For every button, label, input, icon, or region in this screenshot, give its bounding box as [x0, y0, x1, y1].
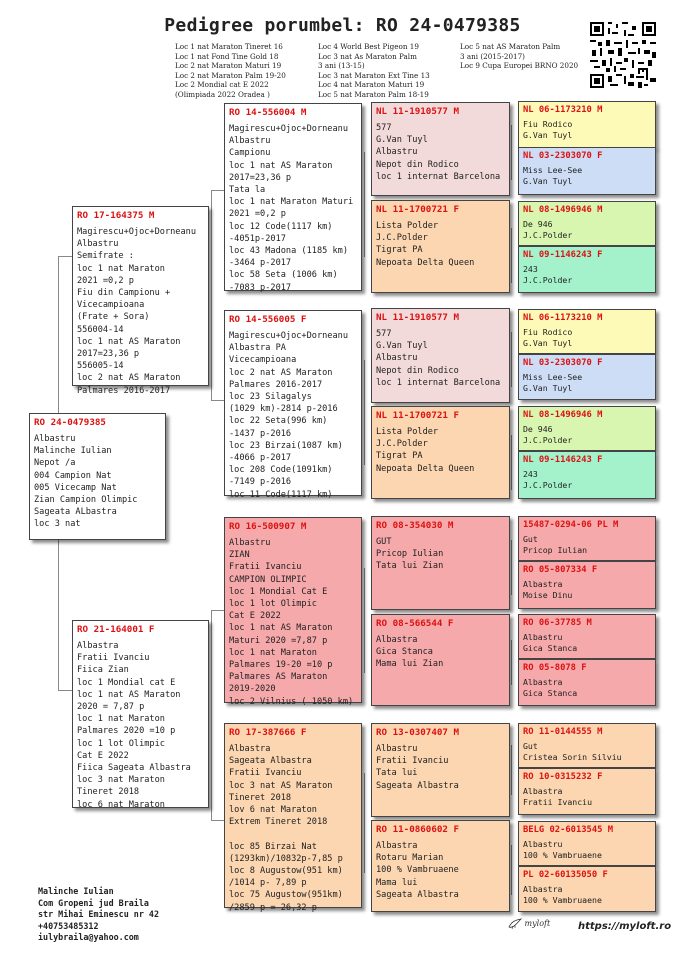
pigeon-info-line: Albastru — [77, 239, 119, 250]
pigeon-info-line: loc 58 Seta (1006 km) — [229, 270, 338, 281]
pigeon-info-line: Gica Stanca — [376, 647, 433, 658]
ring-id: NL 03-2303070 F — [523, 358, 603, 368]
text-line: Loc 2 nat Maraton Palm 19-20 — [175, 70, 286, 80]
pigeon-info-line: loc 23 Birzai(1087 km) — [229, 440, 343, 451]
ring-id: NL 03-2303070 F — [523, 151, 603, 161]
pigeon-info-line: Albastru — [376, 744, 418, 754]
pigeon-info-line: Fiu Rodico — [523, 119, 573, 129]
text-line: Loc 3 nat Maraton Ext Tine 13 — [318, 70, 430, 80]
pigeon-info-line: 556004-14 — [77, 324, 124, 335]
pigeon-info-line: (1293km)/10832p-7,85 p — [229, 853, 343, 864]
pigeon-info-line: J.C.Polder — [523, 230, 573, 241]
ring-id: 15487-0294-06 PL M — [523, 520, 619, 530]
ring-id: NL 08-1496946 M — [523, 205, 603, 215]
connector-line — [211, 820, 225, 821]
connector-line — [211, 400, 225, 401]
pigeon-info-line: Nepot din Rodico — [376, 159, 459, 170]
ring-id: NL 11-1700721 F — [376, 204, 459, 215]
pigeon-info-line: 2019-2020 — [229, 684, 276, 695]
pigeon-info-line: Albastra — [229, 744, 271, 754]
connector-line — [58, 256, 59, 414]
pigeon-info-line: Magirescu+Ojoc+Dorneanu — [229, 331, 348, 341]
pigeon-info-line: loc 1 nat Maraton — [77, 714, 165, 725]
pigeon-info-line: loc 1 internat Barcelona — [376, 377, 501, 388]
ring-id: RO 05-8078 F — [523, 663, 587, 673]
pigeon-info-line: G.Van Tuyl — [523, 130, 573, 141]
pigeon-info-line: Cristea Sorin Silviu — [523, 752, 622, 763]
pigeon-info-line: Tineret 2018 — [77, 787, 140, 798]
pigeon-info-line: Tigrat PA — [376, 451, 423, 462]
pigeon-info-line: loc 8 Augustow(951 km) — [229, 866, 343, 877]
connector-line — [511, 845, 512, 895]
pigeon-info-line: Fratii Ivanciu — [77, 653, 150, 664]
pigeon-info-line: G.Van Tuyl — [523, 338, 573, 349]
pigeon-info-line: 2021 =0,2 p — [229, 209, 286, 220]
pigeon-info-line: loc 2 Vilnius ( 1050 km) — [229, 696, 354, 707]
text-line: str Mihai Eminescu nr 42 — [38, 909, 160, 920]
pigeon-info-line: -7083 p-2017 — [229, 282, 292, 293]
ring-id: RO 21-164001 F — [77, 624, 155, 635]
pigeon-info-line: Tata lui Zian — [376, 561, 444, 572]
ring-id: RO 08-566544 F — [376, 618, 454, 629]
pigeon-info-line: Fiica Zian — [77, 665, 129, 676]
pigeon-info-line: Albastru — [376, 353, 418, 364]
ring-id: RO 08-354030 M — [376, 520, 454, 531]
connector-line — [58, 540, 59, 690]
pigeon-info-line: Nepot /a — [34, 458, 76, 469]
pigeon-info-line: -3464 p-2017 — [229, 258, 292, 269]
pigeon-info-line: Magirescu+Ojoc+Dorneanu — [77, 227, 196, 237]
pigeon-info-line: Sageata Albastra — [376, 780, 459, 791]
subject-pigeon-box — [29, 413, 166, 540]
great-grandparent-box-9 — [518, 516, 656, 561]
great-grandparent-box-16 — [518, 866, 656, 912]
ring-id: RO 17-164375 M — [77, 210, 155, 221]
pigeon-info-line: 243 — [523, 264, 538, 274]
pigeon-info-line: Magirescu+Ojoc+Dorneanu — [229, 124, 348, 134]
ring-id: PL 02-60135050 F — [523, 870, 608, 880]
connector-line — [511, 125, 512, 180]
ring-id: RO 13-0307407 M — [376, 727, 459, 738]
pigeon-info-line: Tineret 2018 — [229, 792, 292, 803]
pigeon-info-line: Albastru — [34, 434, 76, 444]
connector-line — [211, 190, 212, 400]
connector-line — [511, 745, 512, 795]
pigeon-info-line: Gut — [523, 534, 538, 544]
pigeon-info-line: J.C.Polder — [523, 435, 573, 446]
text-line: Malinche Iulian — [38, 886, 114, 896]
pigeon-info-line: Fratii Ivanciu — [229, 768, 302, 779]
pigeon-info-line: Tata la — [229, 185, 266, 196]
pigeon-info-line: Maturi 2020 =7,87 p — [229, 635, 328, 646]
text-line: +40753485312 — [38, 920, 99, 931]
sire-box — [72, 206, 209, 396]
pigeon-info-line: Palmares AS Maraton — [229, 672, 328, 683]
pigeon-info-line: loc 1 internat Barcelona — [376, 171, 501, 182]
pigeon-info-line: Palmares 2016-2017 — [229, 379, 323, 390]
connector-line — [211, 190, 225, 191]
pigeon-info-line: Vicecampioana — [77, 300, 145, 311]
pigeon-info-line: loc 1 nat AS Maraton — [77, 689, 181, 700]
pigeon-info-line: Cat E 2022 — [229, 611, 281, 622]
sire-dam-sire-box — [371, 308, 510, 403]
pigeon-info-line: Campionu — [229, 148, 271, 159]
pigeon-info-line: Fiica Sageata Albastra — [77, 763, 191, 774]
ring-id: NL 09-1146243 F — [523, 250, 603, 260]
pigeon-info-line: Lista Polder — [376, 221, 439, 231]
pigeon-info-line: Albastru — [376, 147, 418, 158]
great-grandparent-box-3 — [518, 201, 656, 246]
dam-dam-sire-box — [371, 723, 510, 817]
great-grandparent-box-5 — [518, 309, 656, 354]
text-line: 3 ani (13-15) — [318, 61, 365, 71]
pigeon-info-line: 243 — [523, 469, 538, 479]
great-grandparent-box-6 — [518, 354, 656, 400]
text-line: Loc 5 nat AS Maraton Palm — [460, 42, 561, 51]
great-grandparent-box-11 — [518, 614, 656, 659]
pigeon-info-line: loc 23 Silagalys — [229, 392, 312, 403]
text-line: Loc 2 Mondial cat E 2022 — [175, 80, 269, 90]
text-line: iulybraila@yahoo.com — [38, 932, 139, 943]
dam-sire-box — [224, 517, 362, 707]
text-line: Loc 4 nat Maraton Maturi 19 — [318, 80, 425, 90]
pigeon-info-line — [229, 828, 357, 840]
ring-id: RO 10-0315232 F — [523, 772, 603, 782]
great-grandparent-box-8 — [518, 451, 656, 499]
pigeon-info-line: loc 2 nat AS Maraton — [77, 373, 181, 384]
great-grandparent-box-1 — [518, 101, 656, 148]
sire-dam-box — [224, 310, 362, 500]
pigeon-info-line: loc 1 nat AS Maraton — [229, 623, 333, 634]
pigeon-info-line: Gut — [523, 741, 538, 751]
pigeon-info-line: 100 % Vambruaene — [376, 865, 459, 876]
pigeon-info-line: Malinche Iulian — [34, 446, 112, 457]
pigeon-info-line: Albastra — [523, 579, 563, 589]
pigeon-info-line: Fiu Rodico — [523, 327, 573, 337]
pigeon-info-line: -1437 p-2016 — [229, 428, 292, 439]
qr-code-icon — [590, 22, 656, 88]
pigeon-info-line: Albastra — [376, 841, 418, 851]
pigeon-info-line: Vicecampioana — [229, 355, 297, 366]
pigeon-info-line: 004 Campion Nat — [34, 470, 112, 481]
sire-dam-dam-box — [371, 406, 510, 499]
connector-line — [511, 640, 512, 685]
ring-id: NL 11-1700721 F — [376, 410, 459, 421]
pigeon-info-line: loc 6 nat Maraton — [77, 799, 165, 810]
pigeon-info-line: Palmares 2020 =10 p — [77, 726, 176, 737]
pigeon-info-line: Nepoata Delta Queen — [376, 257, 475, 268]
pigeon-info-line: 005 Vicecamp Nat — [34, 482, 117, 493]
connector-line — [211, 610, 225, 611]
pigeon-info-line: Palmares 19-20 =10 p — [229, 660, 333, 671]
pigeon-info-line: De 946 — [523, 219, 553, 229]
pigeon-info-line: Semifrate : — [77, 251, 134, 262]
pigeon-info-line: GUT — [376, 537, 392, 547]
connector-line — [211, 610, 212, 820]
pigeon-info-line: loc 1 lot Olimpic — [77, 738, 165, 749]
achievements-col-3 — [460, 42, 578, 71]
achievements-col-2 — [318, 42, 430, 100]
pigeon-info-line: Zian Campion Olimpic — [34, 495, 138, 506]
pigeon-info-line: Fratii Ivanciu — [523, 797, 593, 808]
pigeon-info-line: Albastra PA — [229, 343, 286, 354]
pigeon-info-line: J.C.Polder — [376, 233, 428, 244]
sire-sire-box — [224, 103, 362, 291]
text-line: 3 ani (2015-2017) — [460, 51, 525, 61]
pigeon-info-line: loc 1 nat Maraton — [229, 647, 317, 658]
pigeon-info-line: 100 % Vambruaene — [523, 850, 602, 861]
pigeon-info-line: CAMPION OLIMPIC — [229, 574, 307, 585]
pigeon-info-line: Tata lui — [376, 768, 418, 779]
pigeon-info-line: Nepot din Rodico — [376, 365, 459, 376]
ring-id: RO 24-0479385 — [34, 417, 106, 428]
pigeon-info-line: Miss Lee-See — [523, 372, 583, 382]
pigeon-info-line: Gica Stanca — [523, 643, 578, 654]
pigeon-info-line: loc 3 nat Maraton — [77, 775, 165, 786]
connector-line — [364, 568, 365, 673]
text-line: Loc 1 nat Maraton Tineret 16 — [175, 42, 283, 51]
pigeon-info-line: G.Van Tuyl — [376, 341, 428, 352]
pigeon-info-line: Miss Lee-See — [523, 165, 583, 175]
pigeon-info-line: Albastra — [523, 786, 563, 796]
pigeon-info-line: -7149 p-2016 — [229, 477, 292, 488]
pigeon-info-line: 577 — [376, 123, 392, 133]
connector-line — [511, 435, 512, 490]
page-title: Pedigree porumbel: RO 24-0479385 — [164, 15, 521, 36]
ring-id: RO 11-0144555 M — [523, 727, 603, 737]
pigeon-info-line: lov 6 nat Maraton — [229, 805, 317, 816]
text-line: Loc 2 nat Maraton Maturi 19 — [175, 61, 282, 71]
sire-sire-sire-box — [371, 102, 510, 196]
pigeon-info-line: Fratii Ivanciu — [376, 756, 449, 767]
dam-dam-dam-box — [371, 820, 510, 912]
sire-sire-dam-box — [371, 200, 510, 293]
ring-id: NL 06-1173210 M — [523, 105, 603, 115]
great-grandparent-box-4 — [518, 246, 656, 293]
pigeon-info-line: Moise Dinu — [523, 590, 573, 601]
pigeon-info-line: loc 208 Code(1091km) — [229, 465, 333, 476]
great-grandparent-box-13 — [518, 723, 656, 768]
pigeon-info-line: loc 1 nat AS Maraton — [229, 160, 333, 171]
pigeon-info-line: (1029 km)-2814 p-2016 — [229, 404, 338, 415]
pigeon-info-line: Sageata ALbastra — [34, 507, 117, 518]
pigeon-info-line: loc 2 nat AS Maraton — [229, 367, 333, 378]
text-line: Loc 5 nat Maraton Palm 18-19 — [318, 89, 429, 99]
great-grandparent-box-15 — [518, 821, 656, 866]
pigeon-info-line: 2017=23,36 p — [229, 172, 292, 183]
pigeon-info-line: loc 1 Mondial cat E — [77, 677, 176, 688]
pigeon-info-line: loc 11 Code(1117 km) — [229, 489, 333, 500]
pigeon-info-line: loc 43 Madona (1185 km) — [229, 246, 348, 257]
pigeon-info-line: 577 — [376, 329, 392, 339]
text-line: Loc 4 World Best Pigeon 19 — [318, 42, 419, 51]
pigeon-info-line: -4051p-2017 — [229, 233, 286, 244]
pigeon-info-line: loc 12 Code(1117 km) — [229, 221, 333, 232]
pigeon-info-line: loc 3 nat — [34, 519, 81, 530]
great-grandparent-box-14 — [518, 768, 656, 815]
pigeon-info-line: loc 22 Seta(996 km) — [229, 416, 328, 427]
pigeon-info-line: J.C.Polder — [376, 439, 428, 450]
pigeon-info-line: Extrem Tineret 2018 — [229, 817, 328, 828]
connector-line — [511, 332, 512, 387]
logo-text: myloft — [524, 919, 551, 928]
text-line: Loc 9 Cupa Europei BRNO 2020 — [460, 61, 579, 71]
ring-id: RO 14-556005 F — [229, 314, 307, 325]
dam-sire-sire-box — [371, 516, 510, 610]
great-grandparent-box-10 — [518, 561, 656, 609]
pigeon-info-line: 2020 = 7,87 p — [77, 702, 145, 713]
ring-id: NL 11-1910577 M — [376, 312, 459, 323]
ring-id: RO 14-556004 M — [229, 107, 307, 118]
ring-id: NL 06-1173210 M — [523, 313, 603, 323]
connector-line — [511, 540, 512, 595]
text-line: Loc 1 nat Fond Tine Gold 18 — [175, 51, 279, 61]
text-line: Loc 3 nat As Maraton Palm — [318, 51, 417, 61]
pigeon-info-line: Mama lui — [376, 877, 418, 888]
connector-line — [364, 360, 365, 465]
ring-id: NL 11-1910577 M — [376, 106, 459, 117]
pigeon-info-line: loc 1 nat AS Maraton — [77, 336, 181, 347]
connector-line — [58, 256, 73, 257]
text-line: Com Gropeni jud Braila — [38, 897, 149, 908]
ring-id: NL 08-1496946 M — [523, 410, 603, 420]
text-line: (Olimpiada 2022 Oradea ) — [175, 89, 270, 99]
pigeon-info-line: Albastru — [229, 136, 271, 147]
pigeon-info-line: loc 1 Mondial Cat E — [229, 586, 328, 597]
ring-id: NL 09-1146243 F — [523, 455, 603, 465]
pigeon-info-line: Fratii Ivanciu — [229, 562, 302, 573]
pigeon-info-line: Palmares 2016-2017 — [77, 385, 171, 396]
pigeon-info-line: G.Van Tuyl — [523, 176, 573, 187]
myloft-logo — [508, 918, 550, 930]
pigeon-info-line: Sageata Albastra — [376, 889, 459, 900]
pigeon-info-line: 2021 =0,2 p — [77, 275, 134, 286]
great-grandparent-box-7 — [518, 406, 656, 451]
pigeon-info-line: /2859 p = 26,32 p — [229, 902, 317, 913]
pigeon-info-line: Nepoata Delta Queen — [376, 463, 475, 474]
pigeon-info-line: 2017=23,36 p — [77, 349, 140, 360]
pigeon-info-line: Pricop Iulian — [523, 545, 588, 556]
dam-dam-box — [224, 723, 362, 913]
pigeon-info-line: Albastra — [523, 677, 563, 687]
pigeon-info-line: G.Van Tuyl — [376, 135, 428, 146]
pigeon-info-line: Albastru — [523, 839, 563, 849]
pigeon-info-line: G.Van Tuyl — [523, 383, 573, 394]
pigeon-info-line: J.C.Polder — [523, 480, 573, 491]
ring-id: RO 17-387666 F — [229, 727, 307, 738]
website-link[interactable]: https://myloft.ro — [578, 921, 672, 932]
pigeon-info-line: loc 3 nat AS Maraton — [229, 780, 333, 791]
pigeon-info-line: De 946 — [523, 424, 553, 434]
pigeon-info-line: Albastra — [376, 635, 418, 645]
dam-box — [72, 620, 209, 808]
pigeon-info-line: Gica Stanca — [523, 688, 578, 699]
pigeon-logo-icon — [508, 918, 522, 930]
owner-contact — [38, 886, 159, 944]
pigeon-info-line: Tigrat PA — [376, 245, 423, 256]
pigeon-info-line: loc 75 Augustow(951km) — [229, 890, 343, 901]
achievements-col-1 — [175, 42, 286, 100]
ring-id: RO 16-500907 M — [229, 521, 307, 532]
great-grandparent-box-2 — [518, 147, 656, 195]
pigeon-info-line: Albastra — [523, 884, 563, 894]
ring-id: RO 06-37785 M — [523, 618, 592, 628]
pigeon-info-line: -4066 p-2017 — [229, 453, 292, 464]
pigeon-info-line: Fiu din Campionu + — [77, 288, 171, 299]
pigeon-info-line: 556005-14 — [77, 361, 124, 372]
ring-id: BELG 02-6013545 M — [523, 825, 614, 835]
pigeon-info-line: Albastra — [77, 641, 119, 651]
pigeon-info-line: /1014 p- 7,89 p — [229, 878, 307, 889]
ring-id: RO 11-0860602 F — [376, 824, 459, 835]
pigeon-info-line: Albastru — [229, 538, 271, 548]
pigeon-info-line: loc 1 nat Maraton Maturi — [229, 197, 354, 208]
dam-sire-dam-box — [371, 614, 510, 706]
pigeon-info-line: (Frate + Sora) — [77, 312, 150, 323]
pigeon-info-line: Pricop Iulian — [376, 549, 444, 560]
connector-line — [58, 690, 73, 691]
ring-id: RO 05-807334 F — [523, 565, 598, 575]
pigeon-info-line: loc 1 nat Maraton — [77, 263, 165, 274]
pigeon-info-line: loc 85 Birzai Nat — [229, 841, 317, 852]
connector-line — [364, 152, 365, 257]
pigeon-info-line: Albastru — [523, 632, 563, 642]
pigeon-info-line: Lista Polder — [376, 427, 439, 437]
pigeon-info-line: Mama lui Zian — [376, 659, 444, 670]
pigeon-info-line: J.C.Polder — [523, 275, 573, 286]
pigeon-info-line: 100 % Vambruaene — [523, 895, 602, 906]
pigeon-info-line: Sageata Albastra — [229, 756, 312, 767]
pigeon-info-line: Cat E 2022 — [77, 750, 129, 761]
great-grandparent-box-12 — [518, 659, 656, 706]
connector-line — [511, 228, 512, 283]
pigeon-info-line: Rotaru Marian — [376, 853, 444, 864]
connector-line — [364, 773, 365, 873]
pigeon-info-line: ZIAN — [229, 550, 250, 561]
pigeon-info-line: loc 1 lot Olimpic — [229, 599, 317, 610]
